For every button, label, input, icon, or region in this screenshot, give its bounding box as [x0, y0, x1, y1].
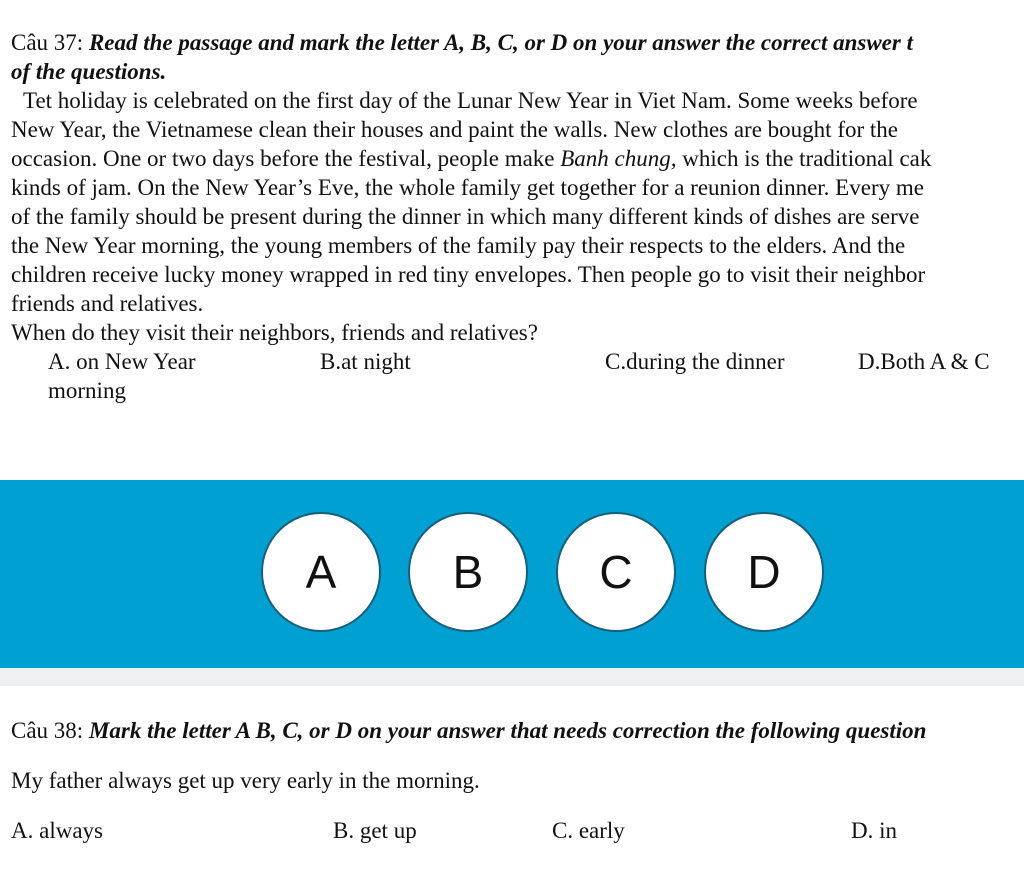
question-sentence: My father always get up very early in the morning.	[11, 768, 480, 793]
option-a: A. on New Year	[48, 349, 196, 374]
option-c: C. early	[552, 818, 625, 843]
option-d: D. in	[851, 818, 897, 843]
passage-line: of the family should be present during the dinner in which many different kinds of dishes are serve	[11, 204, 920, 229]
passage-italic-term: Banh chung,	[560, 146, 677, 171]
passage-line: occasion. One or two days before the festival, people make Banh chung, which is the traditional cak	[11, 146, 932, 171]
question-instruction: Mark the letter A B, C, or D on your answer that needs correction the following question	[88, 718, 927, 743]
question-instruction-cont: of the questions.	[11, 59, 167, 84]
options-row	[11, 816, 1011, 845]
divider-strip	[0, 668, 1024, 686]
option-a: A. always	[11, 818, 103, 843]
answer-button-c[interactable]: C	[556, 512, 676, 632]
option-c: C.during the dinner	[605, 349, 785, 374]
passage-line: kinds of jam. On the New Year’s Eve, the whole family get together for a reunion dinner. Every me	[11, 175, 924, 200]
question-number: Câu 37:	[11, 30, 84, 55]
passage-line: Tet holiday is celebrated on the first day of the Lunar New Year in Viet Nam. Some weeks before	[23, 88, 918, 113]
question-37-title	[11, 28, 1024, 57]
option-a-cont: morning	[48, 378, 126, 403]
question-instruction: Read the passage and mark the letter A, B, C, or D on your answer the correct answer t	[88, 30, 913, 55]
question-38	[11, 716, 1024, 843]
passage-line: the New Year morning, the young members of the family pay their respects to the elders. And the	[11, 233, 906, 258]
answer-button-a[interactable]: A	[261, 512, 381, 632]
option-b: B.at night	[320, 349, 411, 374]
passage-line: children receive lucky money wrapped in red tiny envelopes. Then people go to visit their neighbor	[11, 262, 926, 287]
passage-line: friends and relatives.	[11, 291, 204, 316]
options-row	[11, 347, 1024, 376]
options-row-cont	[11, 376, 1024, 405]
question-text: When do they visit their neighbors, friends and relatives?	[11, 320, 538, 345]
passage-line: New Year, the Vietnamese clean their houses and paint the walls. New clothes are bought for the	[11, 117, 898, 142]
question-38-title	[11, 716, 1024, 745]
option-b: B. get up	[333, 818, 417, 843]
answer-button-b[interactable]: B	[408, 512, 528, 632]
option-d: D.Both A & C	[858, 349, 990, 374]
question-number: Câu 38:	[11, 718, 84, 743]
question-37	[11, 28, 1024, 405]
answer-button-d[interactable]: D	[704, 512, 824, 632]
